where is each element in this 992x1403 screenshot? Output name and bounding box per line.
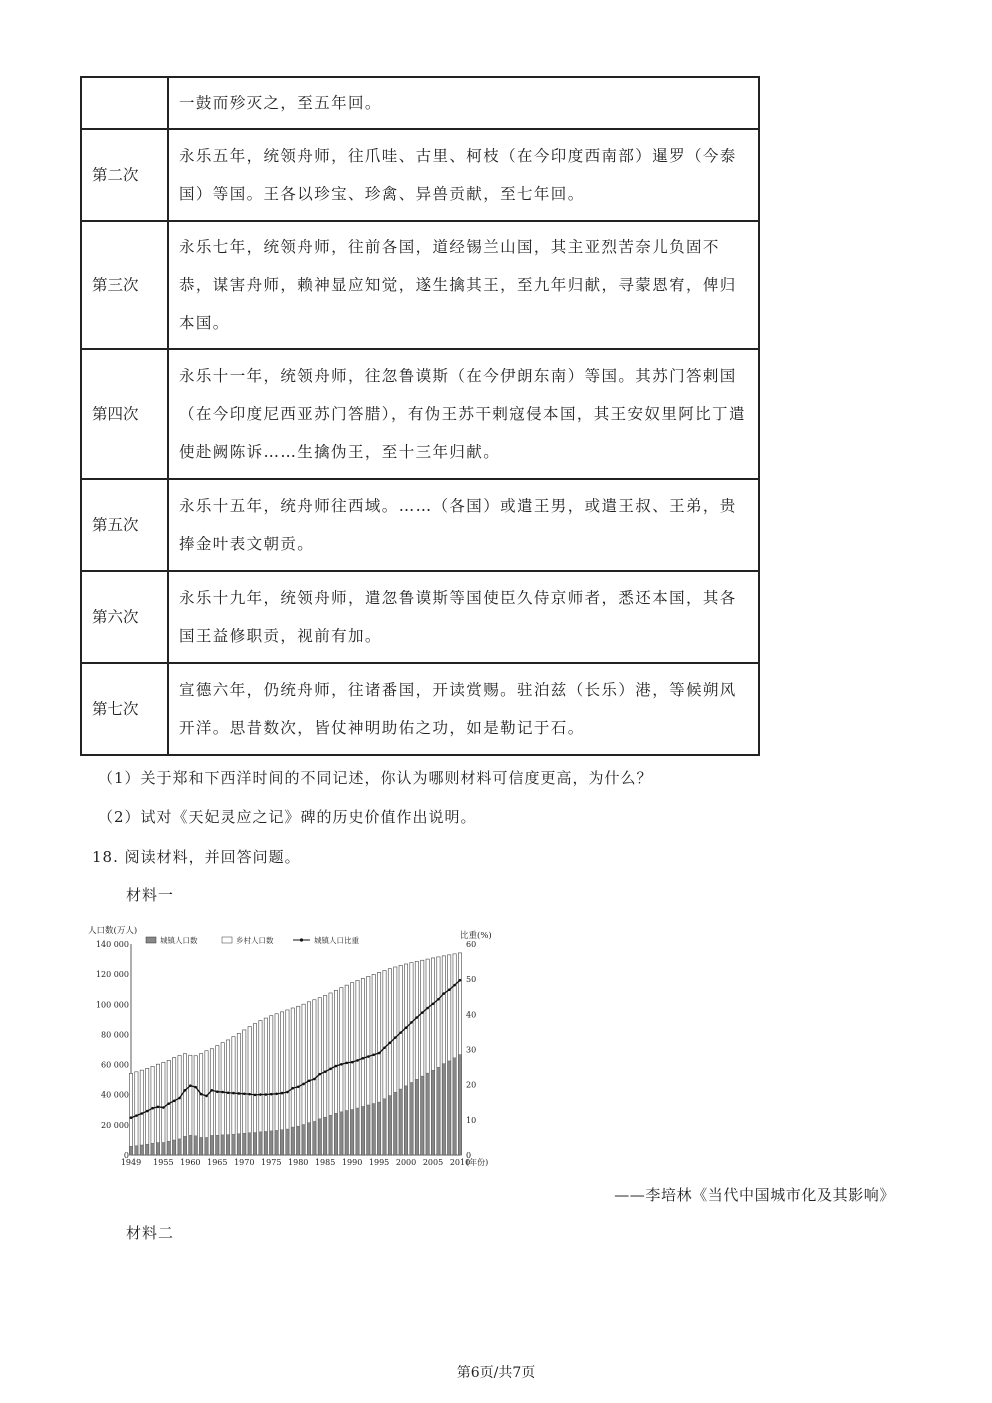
urban-share-point xyxy=(302,1083,305,1086)
urban-bar xyxy=(334,1113,337,1155)
voyage-text: 永乐七年，统领舟师，往前各国，道经锡兰山国，其主亚烈苦奈儿负固不恭，谋害舟师，赖神显应知觉，遂生擒其王，至九年归献，寻蒙恩宥，俾归本国。 xyxy=(168,221,759,349)
voyage-text: 宣德六年，仍统舟师，往诸番国，开读赏赐。驻泊兹（长乐）港，等候朔风开洋。思昔数次，皆仗神明助佑之功，如是勒记于石。 xyxy=(168,663,759,755)
y2-tick-label: 0 xyxy=(466,1151,472,1160)
voyage-row xyxy=(81,221,759,349)
urban-bar xyxy=(313,1121,316,1155)
urban-bar xyxy=(372,1104,375,1155)
x-tick-label: 1985 xyxy=(314,1158,336,1167)
x-unit-label: (年份) xyxy=(466,1158,489,1167)
urban-bar xyxy=(129,1146,132,1155)
urban-bar xyxy=(431,1070,434,1155)
right-axis-title: 比重(%) xyxy=(460,931,492,941)
urban-bar xyxy=(189,1135,192,1155)
urban-bar xyxy=(253,1133,256,1155)
urban-share-point xyxy=(356,1059,359,1062)
urban-bar xyxy=(458,1055,461,1155)
urban-bar xyxy=(448,1061,451,1155)
urban-bar xyxy=(377,1102,380,1155)
x-tick-label: 1995 xyxy=(368,1158,390,1167)
total-bar xyxy=(156,1064,159,1155)
y-tick-label: 0 xyxy=(123,1151,129,1160)
urban-bar xyxy=(367,1105,370,1155)
urban-bar xyxy=(226,1135,229,1155)
urban-bar xyxy=(388,1096,391,1155)
urban-share-point xyxy=(345,1062,348,1065)
x-tick-label: 2000 xyxy=(395,1158,417,1167)
urban-bar xyxy=(399,1089,402,1155)
voyage-row xyxy=(81,663,759,755)
urban-bar xyxy=(340,1112,343,1155)
question-1: （1）关于郑和下西洋时间的不同记述，你认为哪则材料可信度更高，为什么？ xyxy=(98,769,653,787)
urban-share-point xyxy=(265,1093,268,1096)
urban-share-point xyxy=(383,1046,386,1049)
voyage-text: 永乐十九年，统领舟师，遣忽鲁谟斯等国使臣久侍京师者，悉还本国，其各国王益修职贡，视前有加。 xyxy=(168,571,759,663)
total-bar xyxy=(167,1060,170,1155)
urban-share-point xyxy=(448,988,451,991)
urban-share-point xyxy=(243,1093,246,1096)
urban-bar xyxy=(426,1073,429,1155)
urban-bar xyxy=(194,1136,197,1155)
x-tick-label: 1975 xyxy=(261,1158,282,1167)
urban-bar xyxy=(156,1143,159,1155)
question-2: （2）试对《天妃灵应之记》碑的历史价值作出说明。 xyxy=(98,808,477,826)
x-tick-label: 1965 xyxy=(207,1158,228,1167)
urban-bar xyxy=(324,1117,327,1155)
urban-bar xyxy=(205,1137,208,1155)
y2-tick-label: 50 xyxy=(466,975,477,985)
urban-bar xyxy=(243,1133,246,1155)
urban-bar xyxy=(286,1129,289,1155)
y-tick-label: 80 000 xyxy=(101,1030,129,1040)
urban-share-point xyxy=(443,992,446,995)
legend-urban-swatch xyxy=(146,937,156,943)
urban-share-point xyxy=(211,1089,214,1092)
urban-share-point xyxy=(372,1053,375,1056)
urban-bar xyxy=(167,1141,170,1155)
urban-bar xyxy=(421,1076,424,1155)
urban-bar xyxy=(178,1139,181,1155)
voyage-row xyxy=(81,479,759,571)
voyage-row xyxy=(81,349,759,479)
urban-share-point xyxy=(292,1087,295,1090)
voyage-label: 第四次 xyxy=(81,349,168,479)
urban-share-point xyxy=(162,1106,165,1109)
urban-bar xyxy=(199,1137,202,1155)
urban-share-point xyxy=(178,1097,181,1100)
voyage-text: 永乐十一年，统领舟师，往忽鲁谟斯（在今伊朗东南）等国。其苏门答剌国（在今印度尼西亚苏门答腊），有伪王苏干剌寇侵本国，其王安奴里阿比丁遣使赴阙陈诉……生擒伪王，至十三年归献。 xyxy=(168,349,759,479)
voyage-row xyxy=(81,77,759,129)
voyage-text: 永乐十五年，统舟师往西域。……（各国）或遣王男，或遣王叔、王弟，贵捧金叶表文朝贡。 xyxy=(168,479,759,571)
voyage-label: 第七次 xyxy=(81,663,168,755)
urban-share-point xyxy=(405,1026,408,1029)
material-1-label: 材料一 xyxy=(126,886,175,904)
urban-bar xyxy=(151,1143,154,1155)
urban-share-point xyxy=(281,1092,284,1095)
urban-bar xyxy=(146,1144,149,1155)
urban-bar xyxy=(221,1135,224,1155)
urban-share-point xyxy=(389,1042,392,1045)
urban-share-point xyxy=(313,1078,316,1081)
y-tick-label: 60 000 xyxy=(101,1060,129,1070)
urban-bar xyxy=(350,1110,353,1155)
question-18: 18. 阅读材料，并回答问题。 xyxy=(92,848,301,866)
urban-bar xyxy=(140,1145,143,1155)
urban-share-point xyxy=(297,1085,300,1088)
legend-urban-label: 城镇人口数 xyxy=(160,936,198,945)
urban-share-point xyxy=(421,1011,424,1014)
urban-share-point xyxy=(140,1112,143,1115)
urban-bar xyxy=(183,1136,186,1155)
legend-share-label: 城镇人口比重 xyxy=(314,936,359,945)
x-tick-label: 1955 xyxy=(153,1158,174,1167)
urban-share-point xyxy=(416,1016,419,1019)
urban-share-point xyxy=(146,1110,149,1113)
page-footer: 第6页/共7页 xyxy=(456,1365,536,1381)
urban-share-point xyxy=(194,1086,197,1089)
x-tick-label: 1990 xyxy=(341,1158,363,1167)
urban-bar xyxy=(291,1127,294,1155)
urban-bar xyxy=(318,1119,321,1155)
y2-tick-label: 30 xyxy=(466,1045,477,1055)
urban-bar xyxy=(275,1130,278,1155)
urban-share-point xyxy=(151,1107,154,1110)
urban-bar xyxy=(162,1142,165,1155)
urban-share-point xyxy=(399,1031,402,1034)
urban-share-point xyxy=(459,979,462,982)
urban-share-point xyxy=(335,1065,338,1068)
urban-share-point xyxy=(270,1093,273,1096)
voyage-label: 第五次 xyxy=(81,479,168,571)
voyage-label xyxy=(81,77,168,129)
urban-share-point xyxy=(205,1095,208,1098)
urban-share-point xyxy=(216,1090,219,1093)
urban-share-point xyxy=(200,1093,203,1096)
urban-share-point xyxy=(167,1102,170,1105)
legend-rural-swatch xyxy=(222,937,232,943)
voyage-label: 第二次 xyxy=(81,129,168,221)
urban-bar xyxy=(135,1146,138,1155)
y-tick-label: 100 000 xyxy=(95,1000,129,1010)
y2-tick-label: 40 xyxy=(466,1010,477,1020)
urban-share-point xyxy=(394,1036,397,1039)
urban-bar xyxy=(307,1123,310,1155)
urban-share-point xyxy=(329,1068,332,1071)
urban-bar xyxy=(297,1126,300,1155)
y-tick-label: 140 000 xyxy=(95,940,129,949)
urban-bar xyxy=(232,1134,235,1155)
urban-share-point xyxy=(238,1092,241,1095)
total-bar xyxy=(151,1066,154,1155)
urban-share-point xyxy=(286,1091,289,1094)
urbanization-chart xyxy=(88,925,518,1170)
urban-bar xyxy=(259,1132,262,1155)
urban-bar xyxy=(404,1086,407,1155)
y-tick-label: 120 000 xyxy=(95,970,129,980)
urban-bar xyxy=(453,1058,456,1155)
urban-share-point xyxy=(453,984,456,987)
left-axis-title: 人口数(万人) xyxy=(88,926,138,936)
source-citation: ——李培林《当代中国城市化及其影响》 xyxy=(614,1186,895,1204)
urban-share-point xyxy=(367,1055,370,1058)
y2-tick-label: 20 xyxy=(466,1080,477,1090)
urban-bar xyxy=(394,1092,397,1155)
total-bar xyxy=(129,1073,132,1155)
urban-bar xyxy=(173,1140,176,1155)
urban-share-point xyxy=(184,1089,187,1092)
urban-bar xyxy=(302,1125,305,1155)
voyage-row xyxy=(81,129,759,221)
urban-bar xyxy=(415,1079,418,1155)
urban-share-point xyxy=(259,1093,262,1096)
x-tick-label: 2010 xyxy=(449,1158,471,1167)
material-2-label: 材料二 xyxy=(126,1224,175,1242)
urban-share-point xyxy=(340,1063,343,1066)
urban-share-point xyxy=(378,1052,381,1055)
urban-share-point xyxy=(351,1061,354,1064)
urban-bar xyxy=(442,1064,445,1155)
legend-rural-label: 乡村人口数 xyxy=(236,936,274,945)
urban-share-point xyxy=(362,1057,365,1060)
urban-bar xyxy=(270,1131,273,1155)
voyage-label: 第六次 xyxy=(81,571,168,663)
urban-share-point xyxy=(254,1094,257,1097)
x-tick-label: 1949 xyxy=(120,1158,142,1167)
urban-bar xyxy=(383,1099,386,1155)
x-tick-label: 1960 xyxy=(180,1158,201,1167)
urban-share-point xyxy=(318,1073,321,1076)
urban-share-point xyxy=(248,1093,251,1096)
y2-tick-label: 60 xyxy=(466,940,477,949)
urban-share-point xyxy=(275,1093,278,1096)
urban-bar xyxy=(216,1135,219,1155)
urban-bar xyxy=(210,1135,213,1155)
urban-bar xyxy=(410,1082,413,1155)
urban-share-point xyxy=(157,1106,160,1109)
y-tick-label: 20 000 xyxy=(101,1120,129,1130)
urban-share-point xyxy=(135,1114,138,1117)
urban-bar xyxy=(248,1133,251,1155)
urban-share-point xyxy=(308,1079,311,1082)
y2-tick-label: 10 xyxy=(466,1115,477,1125)
urban-bar xyxy=(361,1106,364,1155)
voyage-row xyxy=(81,571,759,663)
voyage-label: 第三次 xyxy=(81,221,168,349)
y-tick-label: 40 000 xyxy=(101,1090,129,1100)
x-tick-label: 1980 xyxy=(288,1158,309,1167)
voyage-text: 一鼓而殄灭之，至五年回。 xyxy=(168,77,759,129)
x-tick-label: 2005 xyxy=(422,1158,444,1167)
urban-bar xyxy=(237,1134,240,1155)
urban-share-point xyxy=(221,1091,224,1094)
urban-bar xyxy=(329,1115,332,1155)
urban-bar xyxy=(345,1110,348,1155)
urban-share-point xyxy=(130,1116,133,1119)
urban-share-point xyxy=(410,1021,413,1024)
urban-share-point xyxy=(432,1002,435,1005)
urban-share-point xyxy=(232,1092,235,1095)
x-tick-label: 1970 xyxy=(234,1158,255,1167)
urban-share-point xyxy=(437,998,440,1001)
urban-bar xyxy=(356,1108,359,1155)
urban-bar xyxy=(437,1067,440,1155)
voyages-table xyxy=(80,76,760,756)
urban-share-point xyxy=(426,1007,429,1010)
urban-share-point xyxy=(173,1100,176,1103)
urban-bar xyxy=(264,1131,267,1155)
urban-share-point xyxy=(189,1084,192,1087)
urban-share-point xyxy=(227,1091,230,1094)
total-bar xyxy=(135,1072,138,1155)
urban-bar xyxy=(280,1130,283,1155)
voyage-text: 永乐五年，统领舟师，往爪哇、古里、柯枝（在今印度西南部）暹罗（今泰国）等国。王各以珍宝、珍禽、异兽贡献，至七年回。 xyxy=(168,129,759,221)
legend-share-marker xyxy=(300,938,303,941)
urban-share-point xyxy=(324,1070,327,1073)
